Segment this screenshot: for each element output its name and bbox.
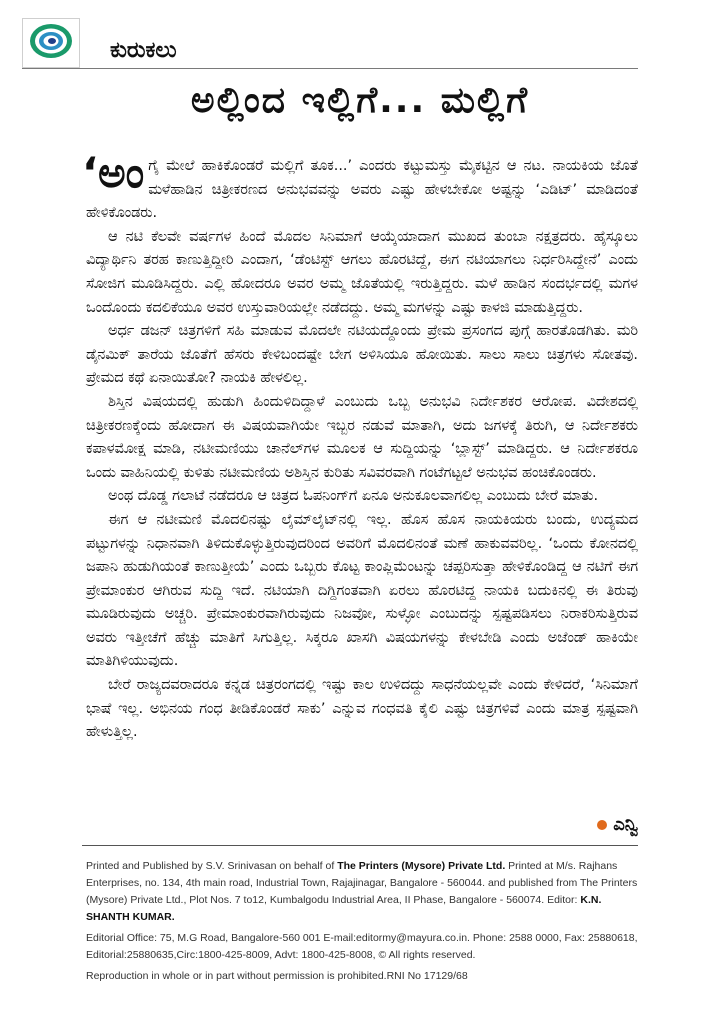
paragraph: ಅಂಥ ದೊಡ್ಡ ಗಲಾಟೆ ನಡೆದರೂ ಆ ಚಿತ್ರದ ಓಪನಿಂಗ್‌ಗೆ ಏನೂ ಅನುಕೂಲವಾಗಲಿಲ್ಲ ಎಂಬುದು ಬೇರೆ ಮಾತು. <box>108 488 599 505</box>
paragraph: ಶಿಸ್ತಿನ ವಿಷಯದಲ್ಲಿ ಹುಡುಗಿ ಹಿಂದುಳಿದಿದ್ದಾಳೆ ಎಂಬುದು ಒಬ್ಬ ಅನುಭವಿ ನಿರ್ದೇಶಕರ ಆರೋಪ. ವಿದೇಶದಲ್ಲಿ ಚಿತ್ರೀಕರಣಕ್ಕೆಂದು ಹೋದಾಗ ಈ ವಿಷಯವಾಗಿಯೇ ಇಬ್ಬರ ನಡುವೆ ಮಾತಾಗಿ, ಅದು ಜಗಳಕ್ಕೆ ತಿರುಗಿ, ಆ ನಿರ್ದೇಶಕರು ಕಪಾಳಮೋಕ್ಷ ಮಾಡಿ, ನಟೀಮಣಿಯು ಚಾನೆಲ್‌ಗಳ ಮೂಲಕ ಆ ಸುದ್ದಿಯನ್ನು ‘ಬ್ಲಾಸ್ಟ್’ ಮಾಡಿದ್ದರು. ಆ ನಿರ್ದೇಶಕರೂ ಒಂದು ವಾಹಿನಿಯಲ್ಲಿ ಕುಳಿತು ನಟೀಮಣಿಯ ಅಶಿಸ್ತಿನ ಕುರಿತು ಸವಿವರವಾಗಿ ಗಂಟೆಗಟ್ಟಲೆ ಅನುಭವ ಹಂಚಿಕೊಂಡರು. <box>86 393 638 481</box>
imprint-block <box>86 858 646 989</box>
imprint-text: Printed and Published by S.V. Srinivasan on behalf of <box>86 860 338 872</box>
imprint-office: Editorial Office: 75, M.G Road, Bangalore-560 001 E-mail:editormy@mayura.co.in. Phone: 2588 0000, Fax: 25880618, Editorial:25880635,Circ:1800-425-8009, Advt: 1800-425-8008, © All rights reserved. <box>86 932 638 961</box>
drop-cap: ‘ಅಂ <box>82 148 145 197</box>
swirl-logo-icon <box>28 21 74 65</box>
article-title: ಅಲ್ಲಿಂದ ಇಲ್ಲಿಗೆ... ಮಲ್ಲಿಗೆ <box>190 80 530 121</box>
article-body <box>82 148 638 745</box>
magazine-logo <box>22 18 80 68</box>
imprint-editor: K.N. SHANTH KUMAR. <box>86 894 602 923</box>
paragraph: ಈಗ ಆ ನಟೀಮಣಿ ಮೊದಲಿನಷ್ಟು ಲೈಮ್‌ಲೈಟ್‌ನಲ್ಲಿ ಇಲ್ಲ. ಹೊಸ ಹೊಸ ನಾಯಕಿಯರು ಬಂದು, ಉದ್ಯಮದ ಪಟ್ಟುಗಳನ್ನು ನಿಧಾನವಾಗಿ ತಿಳಿದುಕೊಳ್ಳುತ್ತಿರುವುದರಿಂದ ಅವರಿಗೆ ಮೊದಲಿನಂತೆ ಮಣೆ ಹಾಕುವವರಿಲ್ಲ. ‘ಒಂದು ಕೋನದಲ್ಲಿ ಜಪಾನಿ ಹುಡುಗಿಯಂತೆ ಕಾಣುತ್ತೀಯೆ’ ಎಂದು ಒಬ್ಬರು ಕೊಟ್ಟ ಕಾಂಪ್ಲಿಮೆಂಟನ್ನು ಚಪ್ಪರಿಸುತ್ತಾ ಹೇಳಿಕೊಂಡಿದ್ದ ಆ ನಟಿಗೆ ಈಗ ಪ್ರೇಮಾಂಕುರ ಆಗಿರುವ ಸುದ್ದಿ ಇದೆ. ನಟಿಯಾಗಿ ದಿಗ್ದಿಗಂತವಾಗಿ ಏರಲು ಹೊರಟಿದ್ದ ನಾಯಕಿ ಬದುಕಿನಲ್ಲಿ ಈ ತಿರುವು ಮೂಡಿರುವುದು ಅಚ್ಚರಿ. ಪ್ರೇಮಾಂಕುರವಾಗಿರುವುದು ನಿಜವೋ, ಸುಳ್ಳೋ ಎಂಬುದನ್ನು ಸ್ಪಷ್ಟಪಡಿಸಲು ನಿರಾಕರಿಸುತ್ತಿರುವ ಅವರು ಇತ್ತೀಚೆಗೆ ಹೆಚ್ಚು ಮಾತಿಗೆ ಸಿಗುತ್ತಿಲ್ಲ. ಸಿಕ್ಕರೂ ಖಾಸಗಿ ವಿಷಯಗಳನ್ನು ಕೇಳಬೇಡಿ ಎಂದು ಅಜೆಂಡ್ ಹಾಕಿಯೇ ಮಾತಿಗಿಳಿಯುವುದು. <box>86 511 638 670</box>
footer-divider <box>82 845 638 846</box>
imprint-text: Printed at M/s. Rajhans Enterprises, no. 134, 4th main road, Industrial Town, Rajajinagar, Bangalore - 560044. and published from The Printers (Mysore) Private Ltd., Plot Nos. 7 to12, Kumbalgodu Industrial Area, II Phase, Bangalore - 560074. Editor: <box>86 860 638 906</box>
paragraph-text: ಗೈ ಮೇಲೆ ಹಾಕಿಕೊಂಡರೆ ಮಲ್ಲಿಗೆ ತೂಕ...’ ಎಂದರು ಕಟ್ಟುಮಸ್ತು ಮೈಕಟ್ಟಿನ ಆ ನಟ. ನಾಯಕಿಯ ಜೊತೆ ಮಳೆಹಾಡಿನ ಚಿತ್ರೀಕರಣದ ಅನುಭವವನ್ನು ಅವರು ಎಷ್ಟು ಹೇಳಬೇಕೋ ಅಷ್ಟನ್ನು ‘ಎಡಿಟ್’ ಮಾಡಿದಂತೆ ಹೇಳಿಕೊಂಡರು. <box>86 158 638 222</box>
imprint-company: The Printers (Mysore) Private Ltd. <box>337 860 506 872</box>
imprint-publisher <box>86 858 646 926</box>
paragraph <box>82 148 638 226</box>
paragraph: ಅರ್ಧ ಡಜನ್ ಚಿತ್ರಗಳಿಗೆ ಸಹಿ ಮಾಡುವ ಮೊದಲೇ ನಟಿಯದ್ದೊಂದು ಪ್ರೇಮ ಪ್ರಸಂಗದ ಪುಗ್ಗೆ ಹಾರತೊಡಗಿತು. ಮರಿ ಡೈನಮಿಕ್ ತಾರೆಯ ಜೊತೆಗೆ ಹೆಸರು ಕೇಳಿಬಂದಷ್ಟೇ ಬೇಗ ಅಳಿಸಿಯೂ ಹೋಯಿತು. ಸಾಲು ಸಾಲು ಚಿತ್ರಗಳು ಸೋತವು. ಪ್ರೇಮದ ಕಥೆ ಏನಾಯಿತೋ? ನಾಯಕಿ ಹೇಳಲಿಲ್ಲ. <box>86 323 638 387</box>
paragraph: ಆ ನಟಿ ಕೆಲವೇ ವರ್ಷಗಳ ಹಿಂದೆ ಮೊದಲ ಸಿನಿಮಾಗೆ ಆಯ್ಕೆಯಾದಾಗ ಮುಖದ ತುಂಬಾ ನಕ್ಷತ್ರದರು. ಹೈಸ್ಕೂಲು ವಿದ್ಯಾರ್ಥಿನಿ ತರಹ ಕಾಣುತ್ತಿದ್ದೀರಿ ಎಂದಾಗ, ‘ಡೆಂಟಿಸ್ಟ್ ಆಗಲು ಹೊರಟಿದ್ದೆ, ಈಗ ನಟಿಯಾಗಲು ನಿರ್ಧರಿಸಿದ್ದೇನೆ’ ಎಂದು ಸೋಜಿಗ ಮೂಡಿಸಿದ್ದರು. ಎಲ್ಲಿ ಹೋದರೂ ಅವರ ಅಮ್ಮ ಜೊತೆಯಲ್ಲಿ ಇರುತ್ತಿದ್ದರು. ಮಳೆ ಹಾಡಿನ ಸಂದರ್ಭದಲ್ಲಿ ಮಗಳ ಒಂದೊಂದು ಕದಲಿಕೆಯೂ ಅವರ ಉಸ್ತುವಾರಿಯಲ್ಲೇ ನಡೆದದ್ದು. ಅಮ್ಮ ಮಗಳನ್ನು ಎಷ್ಟು ಕಾಳಜಿ ಮಾಡುತ್ತಿದ್ದರು. <box>86 228 638 316</box>
paragraph: ಬೇರೆ ರಾಜ್ಯದವರಾದರೂ ಕನ್ನಡ ಚಿತ್ರರಂಗದಲ್ಲಿ ಇಷ್ಟು ಕಾಲ ಉಳಿದದ್ದು ಸಾಧನೆಯಲ್ಲವೇ ಎಂದು ಕೇಳಿದರೆ, ‘ಸಿನಿಮಾಗೆ ಭಾಷೆ ಇಲ್ಲ. ಅಭಿನಯ ಗಂಧ ತೀಡಿಕೊಂಡರೆ ಸಾಕು’ ಎನ್ನುವ ಗಂಧವತಿ ಕೈಲಿ ಎಷ್ಟು ಚಿತ್ರಗಳಿವೆ ಎಂದು ಮಾತ್ರ ಸ್ಪಷ್ಟವಾಗಿ ಹೇಳುತ್ತಿಲ್ಲ. <box>86 677 638 741</box>
bullet-icon <box>597 820 607 830</box>
imprint-reproduction: Reproduction in whole or in part without permission is prohibited.RNI No 17129/68 <box>86 970 468 982</box>
author-name: ಎನ್ವಿ <box>613 814 638 835</box>
section-label: ಕುರುಕಲು <box>110 38 177 63</box>
header-divider <box>22 68 638 69</box>
author-signature <box>597 814 638 835</box>
